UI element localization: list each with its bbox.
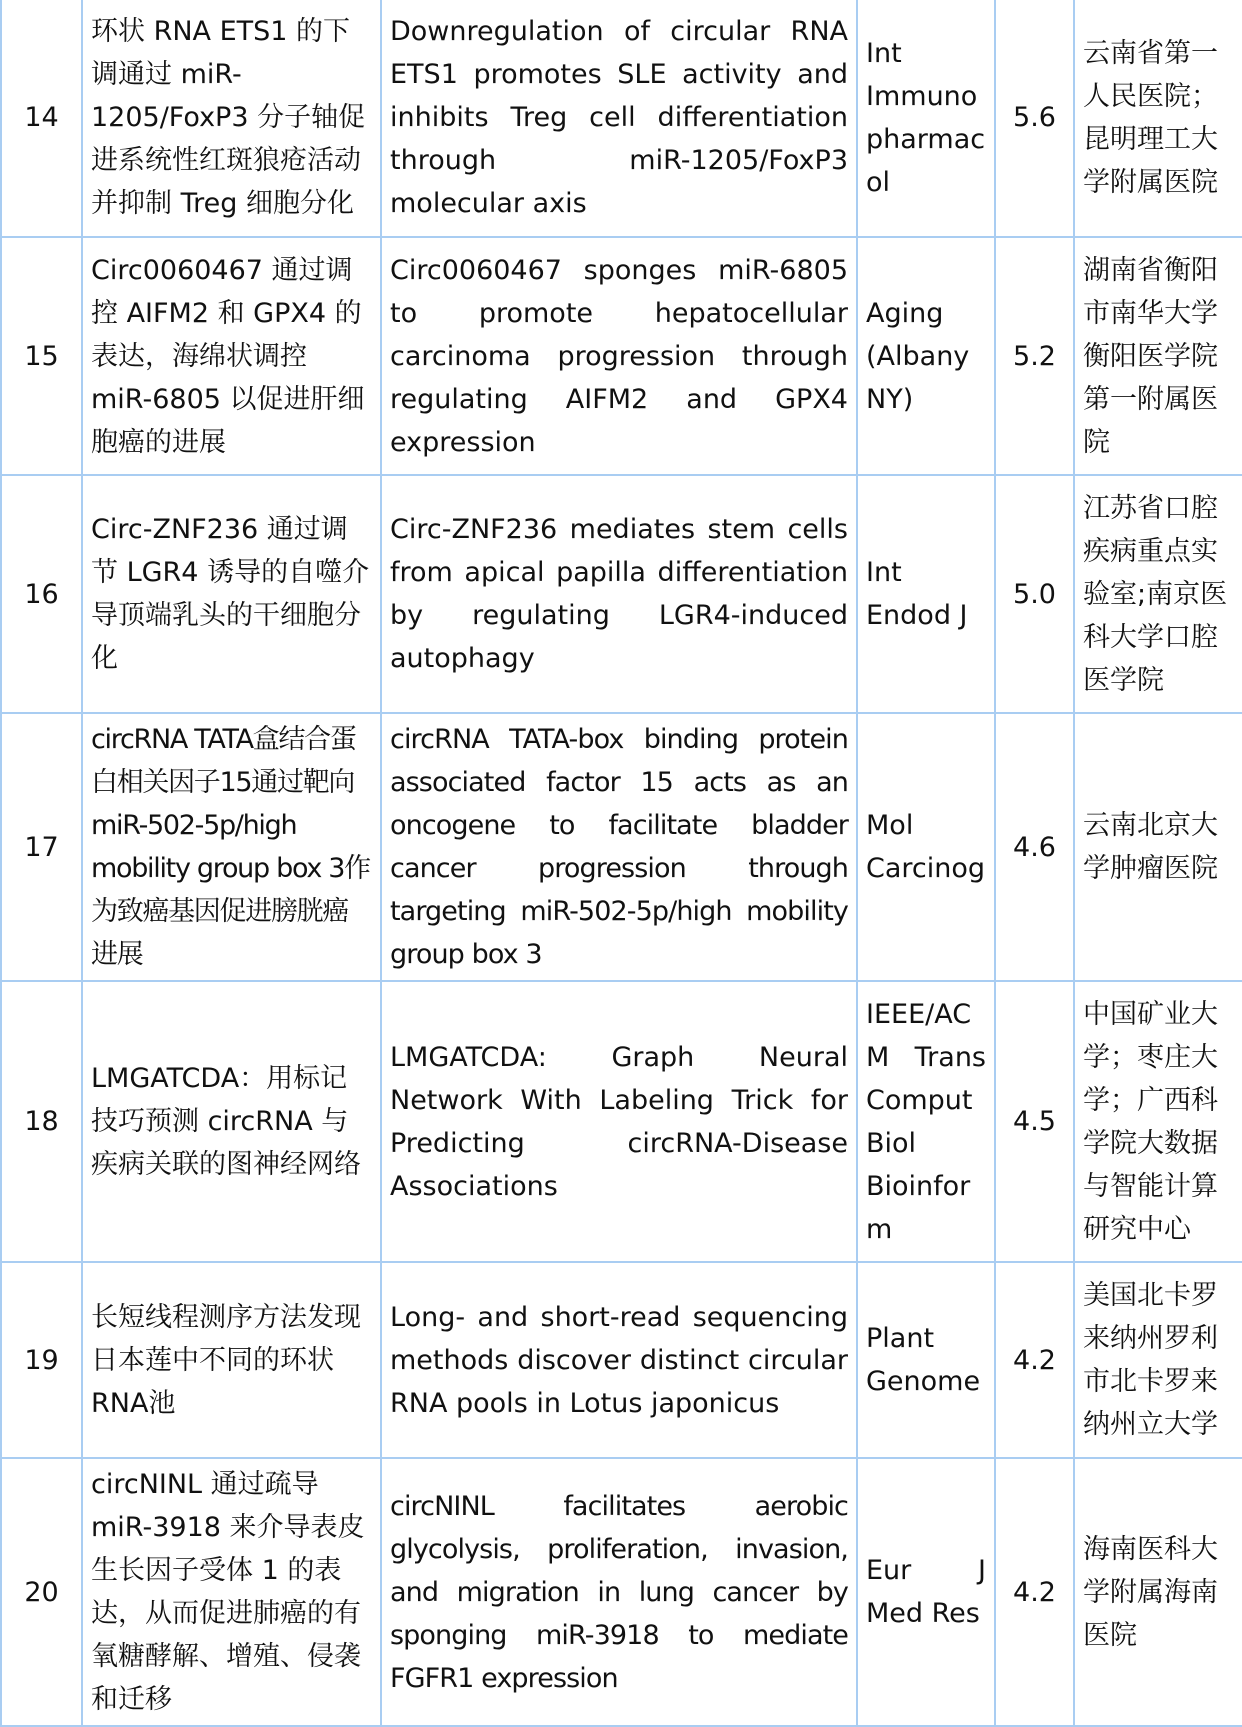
impact-factor: 4.6 xyxy=(995,713,1074,981)
impact-factor: 4.2 xyxy=(995,1458,1074,1726)
impact-factor: 5.0 xyxy=(995,475,1074,713)
table-row xyxy=(1,713,1242,981)
english-title: Long- and short-read sequencing methods discover distinct circular RNA pools in Lotus japonicus xyxy=(381,1262,857,1458)
journal-name: Eur J Med Res xyxy=(857,1458,995,1726)
institution: 云南北京大学肿瘤医院 xyxy=(1074,713,1242,981)
journal-name: Mol Carcinog xyxy=(857,713,995,981)
table-row xyxy=(1,1458,1242,1726)
institution: 海南医科大学附属海南医院 xyxy=(1074,1458,1242,1726)
journal-name: Int Endod J xyxy=(857,475,995,713)
institution: 中国矿业大学；枣庄大学；广西科学院大数据与智能计算研究中心 xyxy=(1074,981,1242,1262)
english-title: Circ-ZNF236 mediates stem cells from apical papilla differentiation by regulating LGR4-induced autophagy xyxy=(381,475,857,713)
chinese-title: 环状 RNA ETS1 的下调通过 miR-1205/FoxP3 分子轴促进系统性红斑狼疮活动并抑制 Treg 细胞分化 xyxy=(82,0,381,237)
journal-name: Plant Genome xyxy=(857,1262,995,1458)
institution: 云南省第一人民医院；昆明理工大学附属医院 xyxy=(1074,0,1242,237)
row-number: 18 xyxy=(1,981,82,1262)
chinese-title: LMGATCDA：用标记技巧预测 circRNA 与疾病关联的图神经网络 xyxy=(82,981,381,1262)
row-number: 19 xyxy=(1,1262,82,1458)
english-title: LMGATCDA: Graph Neural Network With Labeling Trick for Predicting circRNA-Disease Associations xyxy=(381,981,857,1262)
impact-factor: 4.2 xyxy=(995,1262,1074,1458)
institution: 湖南省衡阳市南华大学衡阳医学院第一附属医院 xyxy=(1074,237,1242,475)
row-number: 14 xyxy=(1,0,82,237)
chinese-title: circNINL 通过疏导 miR-3918 来介导表皮生长因子受体 1 的表达，从而促进肺癌的有氧糖酵解、增殖、侵袭和迁移 xyxy=(82,1458,381,1726)
chinese-title: 长短线程测序方法发现日本莲中不同的环状RNA池 xyxy=(82,1262,381,1458)
row-number: 20 xyxy=(1,1458,82,1726)
chinese-title: circRNA TATA盒结合蛋白相关因子15通过靶向miR-502-5p/high mobility group box 3作为致癌基因促进膀胱癌进展 xyxy=(82,713,381,981)
institution: 美国北卡罗来纳州罗利市北卡罗来纳州立大学 xyxy=(1074,1262,1242,1458)
table-row xyxy=(1,1262,1242,1458)
impact-factor: 5.2 xyxy=(995,237,1074,475)
impact-factor: 4.5 xyxy=(995,981,1074,1262)
english-title: Circ0060467 sponges miR-6805 to promote hepatocellular carcinoma progression through regulating AIFM2 and GPX4 expression xyxy=(381,237,857,475)
table-row xyxy=(1,981,1242,1262)
journal-name: Aging (Albany NY) xyxy=(857,237,995,475)
english-title: Downregulation of circular RNA ETS1 promotes SLE activity and inhibits Treg cell differentiation through miR-1205/FoxP3 molecular axis xyxy=(381,0,857,237)
chinese-title: Circ-ZNF236 通过调节 LGR4 诱导的自噬介导顶端乳头的干细胞分化 xyxy=(82,475,381,713)
table-row xyxy=(1,475,1242,713)
institution: 江苏省口腔疾病重点实验室;南京医科大学口腔医学院 xyxy=(1074,475,1242,713)
row-number: 16 xyxy=(1,475,82,713)
row-number: 15 xyxy=(1,237,82,475)
english-title: circNINL facilitates aerobic glycolysis, proliferation, invasion, and migration in lung cancer by sponging miR-3918 to mediate FGFR1 expression xyxy=(381,1458,857,1726)
table-row xyxy=(1,237,1242,475)
english-title: circRNA TATA-box binding protein associated factor 15 acts as an oncogene to facilitate bladder cancer progression through targeting miR-502-5p/high mobility group box 3 xyxy=(381,713,857,981)
journal-name: Int Immunopharmacol xyxy=(857,0,995,237)
impact-factor: 5.6 xyxy=(995,0,1074,237)
table-row xyxy=(1,0,1242,237)
row-number: 17 xyxy=(1,713,82,981)
journal-name: IEEE/ACM Trans Comput Biol Bioinform xyxy=(857,981,995,1262)
chinese-title: Circ0060467 通过调控 AIFM2 和 GPX4 的表达，海绵状调控 miR-6805 以促进肝细胞癌的进展 xyxy=(82,237,381,475)
